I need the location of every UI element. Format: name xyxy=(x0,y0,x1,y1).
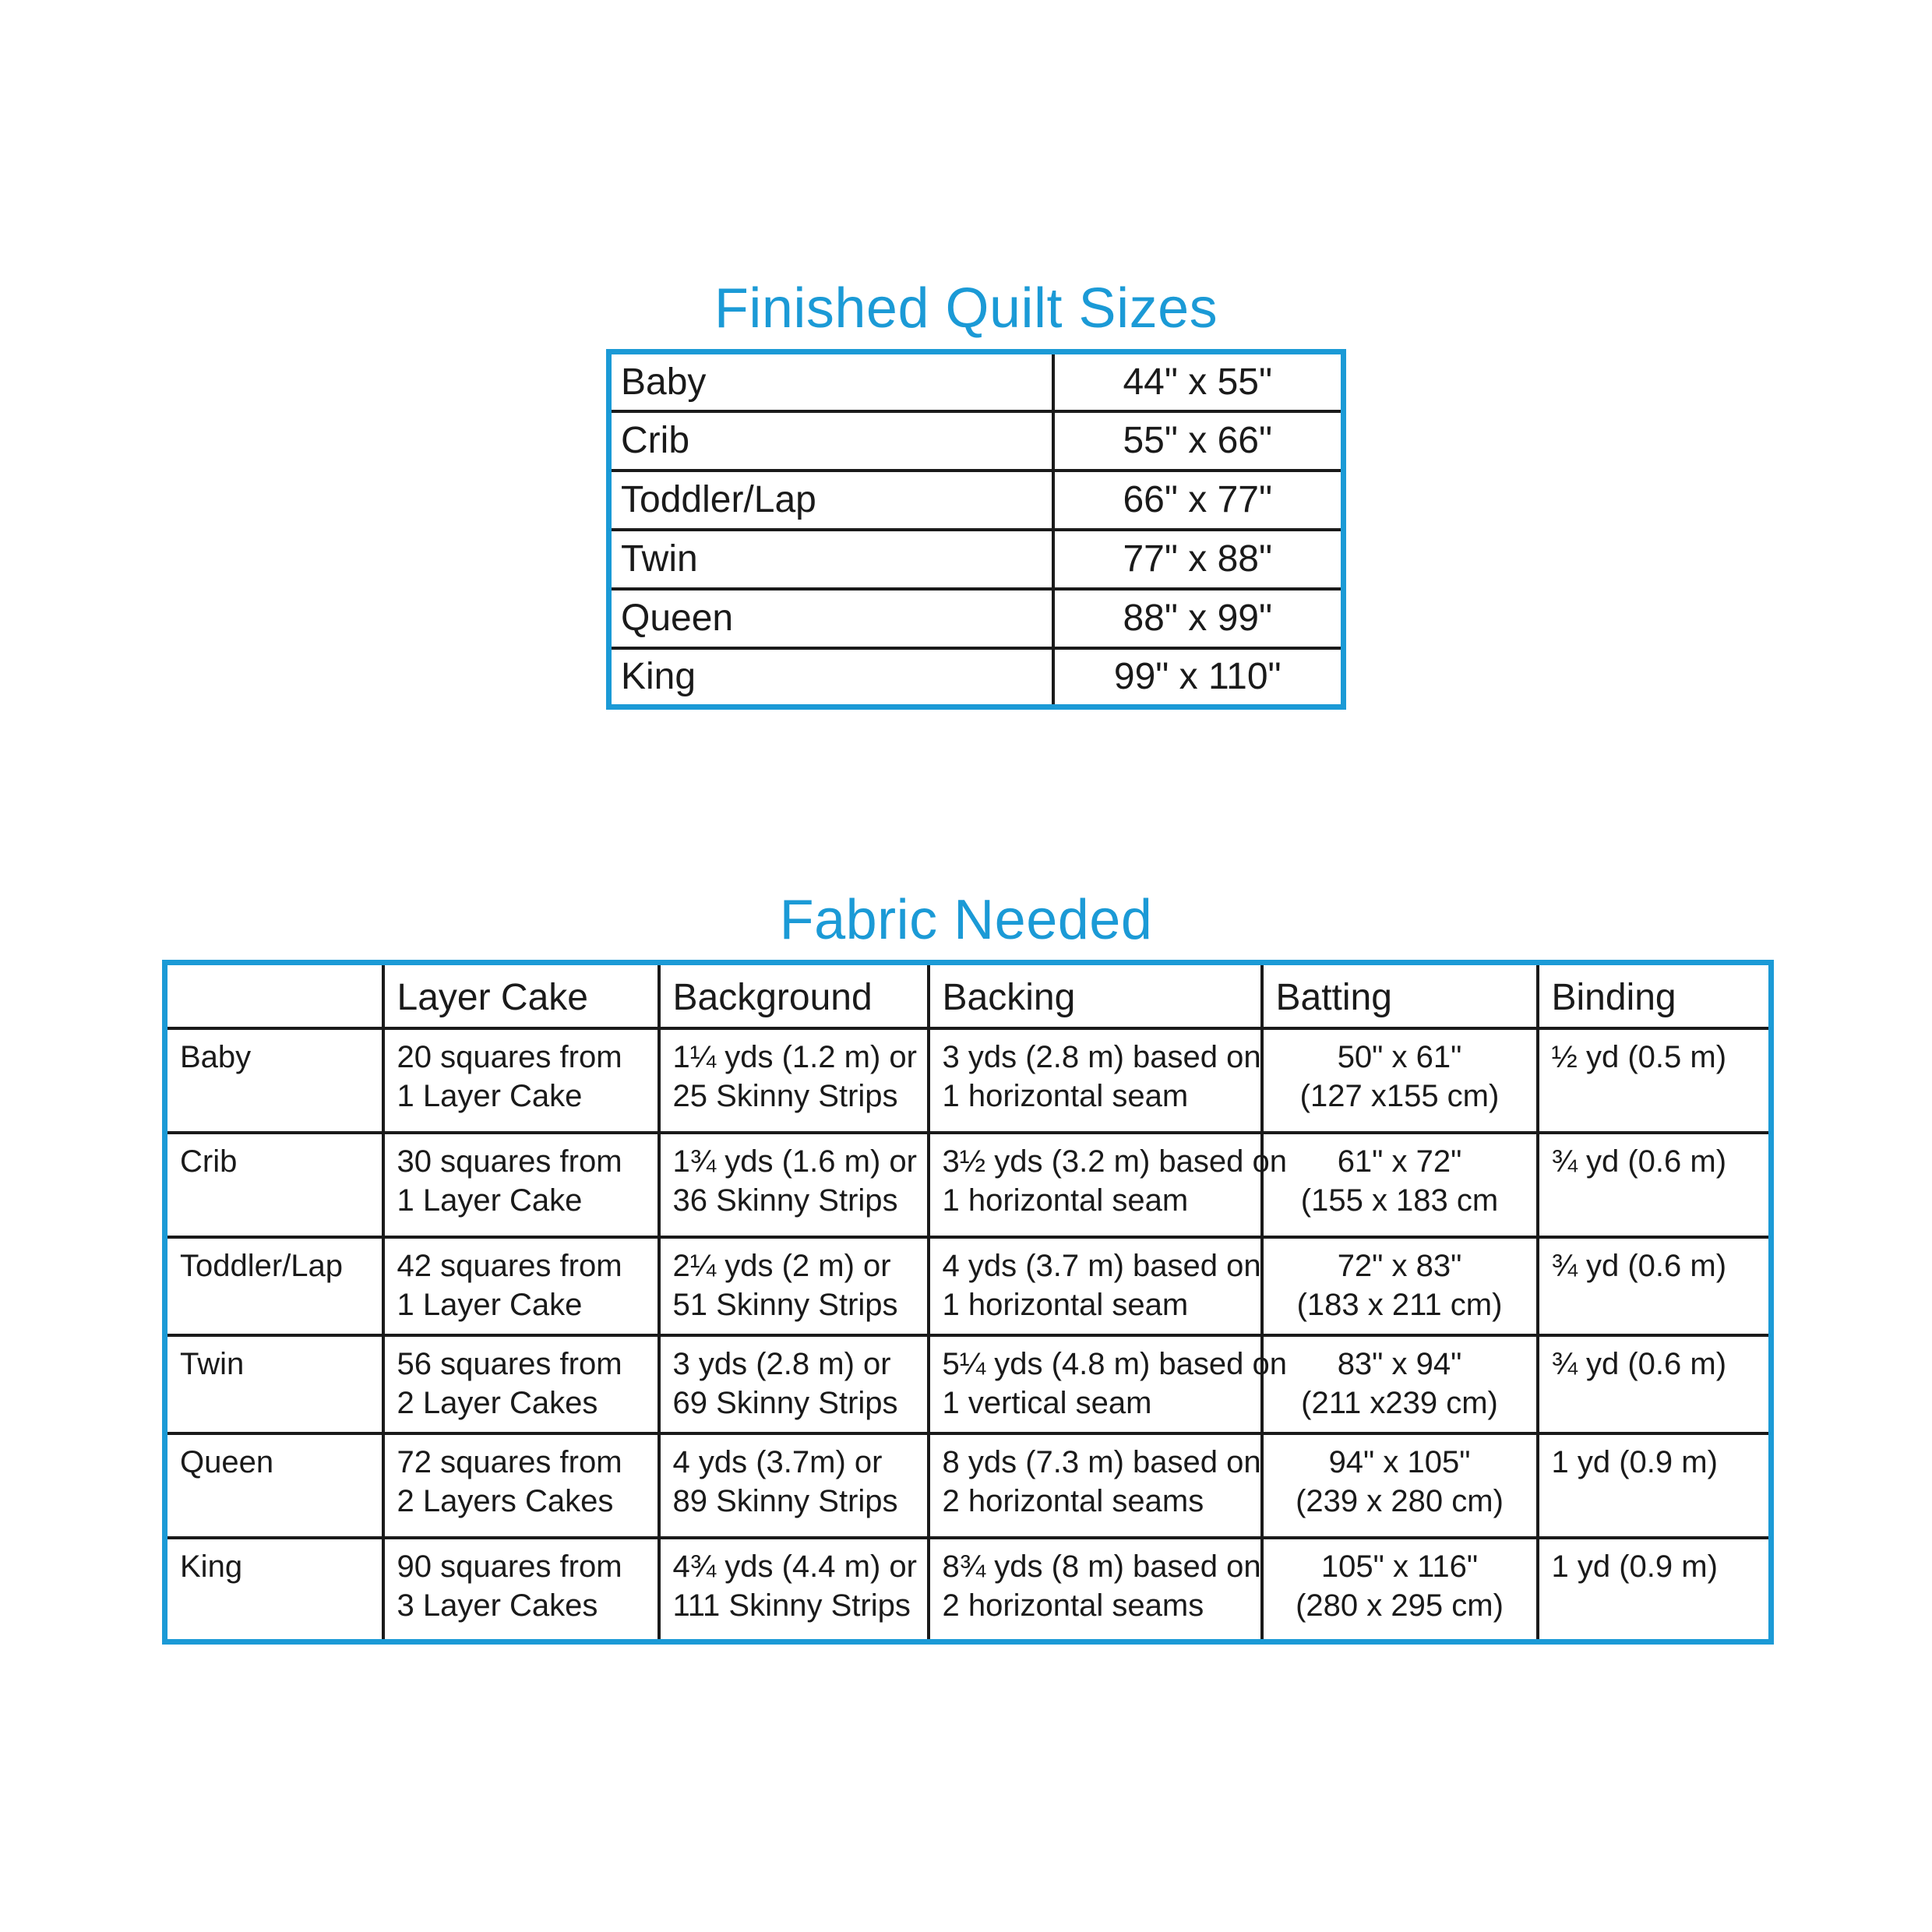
binding-cell xyxy=(1538,1433,1772,1538)
size-dimensions-cell: 88" x 99" xyxy=(1053,589,1344,648)
header-row xyxy=(165,963,1772,1028)
column-header-size xyxy=(165,963,383,1028)
cell-line: 1 Layer Cake xyxy=(397,1183,583,1218)
column-header-backing: Backing xyxy=(929,963,1262,1028)
table-row xyxy=(165,1538,1772,1642)
cell-line: 50" x 61" xyxy=(1337,1039,1462,1074)
cell-line: ½ yd (0.5 m) xyxy=(1551,1039,1727,1074)
cell-text: Queen xyxy=(180,1444,274,1479)
cell-line: 105" x 116" xyxy=(1320,1549,1479,1584)
quilt-sizes-table xyxy=(606,349,1346,710)
size-name-cell: Twin xyxy=(609,530,1053,589)
cell-line: ¾ yd (0.6 m) xyxy=(1551,1248,1727,1283)
cell-line: 8¾ yds (8 m) based on xyxy=(942,1549,1261,1584)
size-name-cell: Baby xyxy=(609,352,1053,411)
size-name-cell: Queen xyxy=(609,589,1053,648)
cell-line: 3½ yds (3.2 m) based on xyxy=(942,1144,1287,1179)
table-row xyxy=(165,1028,1772,1133)
binding-cell xyxy=(1538,1028,1772,1133)
cell-line: 69 Skinny Strips xyxy=(672,1385,898,1420)
size-name-cell xyxy=(165,1433,383,1538)
layer-cake-cell xyxy=(383,1237,659,1335)
background-cell xyxy=(659,1538,929,1642)
table-row xyxy=(165,1237,1772,1335)
binding-cell xyxy=(1538,1335,1772,1433)
table-row xyxy=(609,471,1344,530)
cell-line: 42 squares from xyxy=(397,1248,622,1283)
size-dimensions-cell: 44" x 55" xyxy=(1053,352,1344,411)
cell-line: 36 Skinny Strips xyxy=(672,1183,898,1218)
cell-text: Toddler/Lap xyxy=(180,1248,344,1283)
size-name-cell xyxy=(165,1133,383,1237)
cell-line: 5¼ yds (4.8 m) based on xyxy=(942,1346,1287,1381)
cell-line: 4¾ yds (4.4 m) or xyxy=(672,1549,917,1584)
binding-cell xyxy=(1538,1237,1772,1335)
cell-line: (239 x 280 cm) xyxy=(1296,1483,1504,1518)
size-dimensions-cell: 55" x 66" xyxy=(1053,411,1344,471)
cell-line: 25 Skinny Strips xyxy=(672,1078,898,1113)
background-cell xyxy=(659,1433,929,1538)
cell-line: (183 x 211 cm) xyxy=(1296,1287,1503,1322)
cell-line: 3 yds (2.8 m) or xyxy=(672,1346,891,1381)
cell-line: 56 squares from xyxy=(397,1346,622,1381)
table-row xyxy=(609,411,1344,471)
cell-line: 2 horizontal seams xyxy=(942,1483,1204,1518)
cell-line: 83" x 94" xyxy=(1337,1346,1462,1381)
fabric-needed-title: Fabric Needed xyxy=(779,889,1153,951)
backing-cell xyxy=(929,1028,1262,1133)
cell-line: 72" x 83" xyxy=(1337,1248,1462,1283)
batting-cell xyxy=(1262,1133,1538,1237)
cell-line: 2 horizontal seams xyxy=(942,1588,1204,1623)
backing-cell xyxy=(929,1433,1262,1538)
size-dimensions-cell: 99" x 110" xyxy=(1053,648,1344,707)
layer-cake-cell xyxy=(383,1433,659,1538)
table-row xyxy=(609,589,1344,648)
table-row xyxy=(165,1335,1772,1433)
column-header-batting: Batting xyxy=(1262,963,1538,1028)
cell-line: 1 horizontal seam xyxy=(942,1183,1189,1218)
size-dimensions-cell: 77" x 88" xyxy=(1053,530,1344,589)
background-cell xyxy=(659,1028,929,1133)
cell-text: King xyxy=(180,1549,243,1584)
cell-line: ¾ yd (0.6 m) xyxy=(1551,1346,1727,1381)
cell-line: 2 Layers Cakes xyxy=(397,1483,614,1518)
cell-line: 8 yds (7.3 m) based on xyxy=(942,1444,1261,1479)
column-header-background: Background xyxy=(659,963,929,1028)
cell-line: 1¾ yds (1.6 m) or xyxy=(672,1144,917,1179)
binding-cell xyxy=(1538,1538,1772,1642)
cell-line: 4 yds (3.7 m) based on xyxy=(942,1248,1261,1283)
cell-text: Twin xyxy=(180,1346,245,1381)
cell-line: 1 Layer Cake xyxy=(397,1078,583,1113)
backing-cell xyxy=(929,1133,1287,1237)
cell-line: 1 horizontal seam xyxy=(942,1078,1189,1113)
size-name-cell xyxy=(165,1538,383,1642)
cell-line: (127 x155 cm) xyxy=(1299,1078,1500,1113)
batting-cell xyxy=(1262,1237,1538,1335)
cell-line: (211 x239 cm) xyxy=(1301,1385,1498,1420)
cell-line: 89 Skinny Strips xyxy=(672,1483,898,1518)
fabric-needed-table xyxy=(162,960,1774,1645)
table-row xyxy=(609,648,1344,707)
layer-cake-cell xyxy=(383,1028,659,1133)
cell-line: 3 yds (2.8 m) based on xyxy=(942,1039,1261,1074)
size-name-cell: King xyxy=(609,648,1053,707)
cell-text: Baby xyxy=(180,1039,252,1074)
size-name-cell xyxy=(165,1237,383,1335)
size-name-cell xyxy=(165,1335,383,1433)
table-row xyxy=(609,352,1344,411)
batting-cell xyxy=(1262,1433,1538,1538)
cell-line: ¾ yd (0.6 m) xyxy=(1551,1144,1727,1179)
table-row xyxy=(609,530,1344,589)
size-name-cell: Crib xyxy=(609,411,1053,471)
size-dimensions-cell: 66" x 77" xyxy=(1053,471,1344,530)
binding-cell xyxy=(1538,1133,1772,1237)
background-cell xyxy=(659,1133,929,1237)
layer-cake-cell xyxy=(383,1133,659,1237)
cell-line: (155 x 183 cm xyxy=(1300,1183,1499,1218)
cell-line: 2¼ yds (2 m) or xyxy=(672,1248,891,1283)
table-row xyxy=(165,1133,1772,1237)
cell-text: Crib xyxy=(180,1144,238,1179)
cell-line: 3 Layer Cakes xyxy=(397,1588,598,1623)
cell-line: 61" x 72" xyxy=(1337,1144,1462,1179)
finished-quilt-sizes-title: Finished Quilt Sizes xyxy=(714,277,1218,340)
batting-cell xyxy=(1262,1538,1538,1642)
layer-cake-cell xyxy=(383,1335,659,1433)
background-cell xyxy=(659,1237,929,1335)
size-name-cell: Toddler/Lap xyxy=(609,471,1053,530)
table-row xyxy=(165,1433,1772,1538)
column-header-layer-cake: Layer Cake xyxy=(383,963,659,1028)
background-cell xyxy=(659,1335,929,1433)
cell-line: 20 squares from xyxy=(397,1039,622,1074)
cell-line: 94" x 105" xyxy=(1328,1444,1471,1479)
batting-cell xyxy=(1262,1028,1538,1133)
backing-cell xyxy=(929,1538,1262,1642)
cell-line: 1 yd (0.9 m) xyxy=(1551,1444,1718,1479)
cell-line: 90 squares from xyxy=(397,1549,622,1584)
cell-line: 1 horizontal seam xyxy=(942,1287,1189,1322)
backing-cell xyxy=(929,1237,1262,1335)
cell-line: 1 vertical seam xyxy=(942,1385,1152,1420)
cell-line: 4 yds (3.7m) or xyxy=(672,1444,883,1479)
cell-line: 1¼ yds (1.2 m) or xyxy=(672,1039,917,1074)
batting-cell xyxy=(1262,1335,1538,1433)
cell-line: 72 squares from xyxy=(397,1444,622,1479)
cell-line: 30 squares from xyxy=(397,1144,622,1179)
cell-line: 2 Layer Cakes xyxy=(397,1385,598,1420)
column-header-binding: Binding xyxy=(1538,963,1772,1028)
cell-line: 1 Layer Cake xyxy=(397,1287,583,1322)
layer-cake-cell xyxy=(383,1538,659,1642)
cell-line: (280 x 295 cm) xyxy=(1296,1588,1504,1623)
cell-line: 51 Skinny Strips xyxy=(672,1287,898,1322)
cell-line: 1 yd (0.9 m) xyxy=(1551,1549,1718,1584)
size-name-cell xyxy=(165,1028,383,1133)
backing-cell xyxy=(929,1335,1287,1433)
cell-line: 111 Skinny Strips xyxy=(672,1588,911,1623)
